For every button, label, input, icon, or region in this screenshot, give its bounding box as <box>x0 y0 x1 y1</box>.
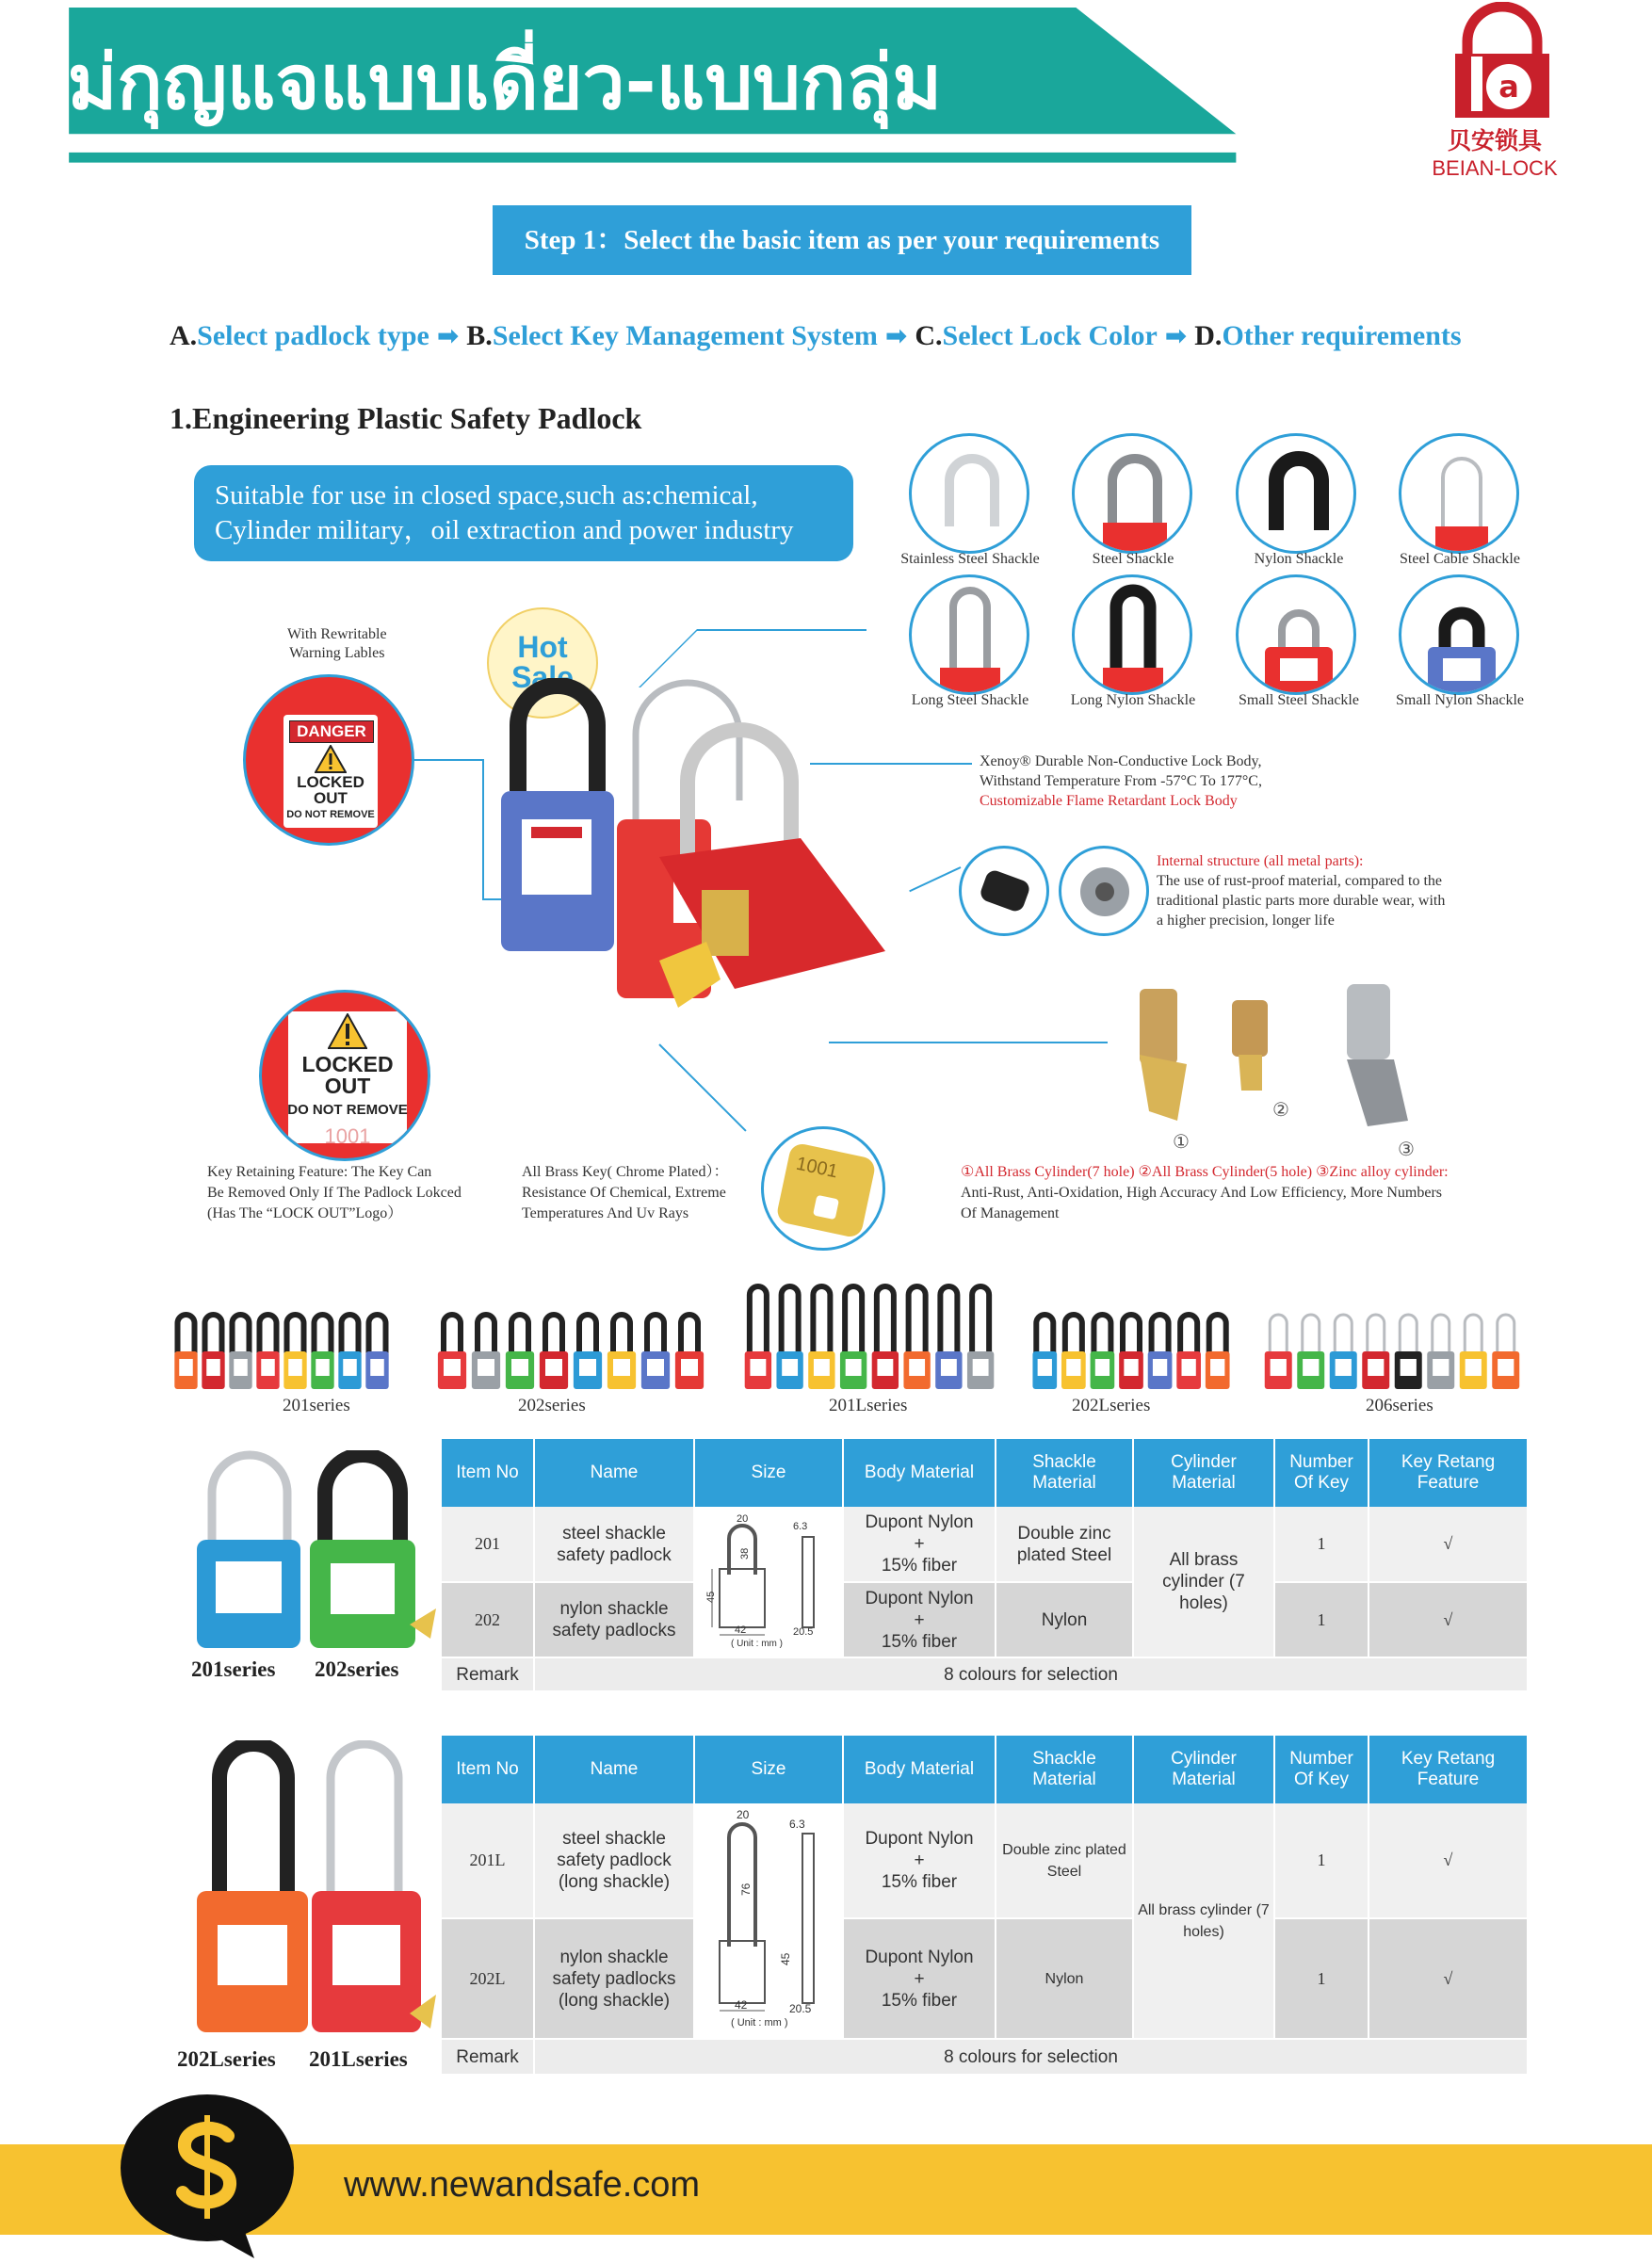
shackle-material: Nylon <box>996 1582 1133 1657</box>
size-body-width: 42 <box>735 1997 748 2012</box>
body-material: Dupont Nylon + 15% fiber <box>843 1803 996 1918</box>
series-image-3 <box>742 1267 996 1398</box>
table-row <box>442 1803 1528 1918</box>
remark-row <box>442 1657 1528 1691</box>
size-drawing-cell <box>694 1803 843 2039</box>
shackle-material: Double zinc plated Steel <box>996 1507 1133 1582</box>
arrow-right-icon: ➡ <box>1164 320 1188 351</box>
series-image-5 <box>1262 1267 1522 1398</box>
warning-label-circle <box>243 674 414 846</box>
shackle-option-stainless[interactable] <box>909 433 1029 554</box>
do-not-remove-text-2: DO NOT REMOVE <box>287 1102 408 1118</box>
remark-row <box>442 2039 1528 2075</box>
series-label: 202series <box>518 1396 586 1415</box>
arrow-right-icon: ➡ <box>884 320 908 351</box>
col-cylinder-material: Cylinder Material <box>1133 1736 1274 1803</box>
size-body-height: 45 <box>779 1952 792 1965</box>
col-item-no: Item No <box>442 1439 534 1507</box>
col-body-material: Body Material <box>843 1736 996 1803</box>
col-size: Size <box>694 1736 843 1803</box>
col-number-of-key: Number Of Key <box>1274 1439 1369 1507</box>
item-no: 202 <box>442 1582 534 1657</box>
lock-body-note <box>980 752 1262 811</box>
table1-product-photo <box>184 1450 438 1662</box>
padlock-group-image <box>490 678 914 1017</box>
shackle-label: Steel Shackle <box>1092 551 1174 567</box>
series-image-1 <box>172 1267 391 1398</box>
brand-name: 贝安锁具 <box>1447 127 1542 154</box>
flow-d-letter: D. <box>1194 320 1223 351</box>
size-body-height: 45 <box>705 1591 717 1603</box>
item-no: 202L <box>442 1918 534 2039</box>
padlock-steel-icon <box>1075 436 1192 554</box>
shackle-label: Long Nylon Shackle <box>1070 692 1196 708</box>
col-number-of-key: Number Of Key <box>1274 1736 1369 1803</box>
out-text: OUT <box>314 789 348 807</box>
cylinder-note <box>961 1162 1449 1224</box>
spec-table-2 <box>442 1736 1529 2076</box>
shackle-label: Steel Cable Shackle <box>1400 551 1520 567</box>
internal-note-1: Internal structure (all metal parts): <box>1157 853 1364 869</box>
flow-c-text: Select Lock Color <box>942 320 1158 351</box>
brass-key-circle <box>761 1126 885 1251</box>
series-label: 206series <box>1366 1396 1433 1415</box>
series-label: 201series <box>283 1396 350 1415</box>
table-row <box>442 1507 1528 1582</box>
col-body-material: Body Material <box>843 1439 996 1507</box>
internal-part-circle-2 <box>1059 846 1149 936</box>
internal-note <box>1157 851 1445 930</box>
col-shackle-material: Shackle Material <box>996 1736 1133 1803</box>
item-name: steel shackle safety padlock <box>534 1507 694 1582</box>
tag-number: 1001 <box>324 1124 371 1148</box>
table2-photo-label-1: 202Lseries <box>177 2047 276 2071</box>
key-retaining-note <box>207 1162 462 1224</box>
cylinder-label-2: ② <box>1272 1100 1289 1121</box>
shackle-label: Long Steel Shackle <box>911 692 1029 708</box>
warning-triangle-icon <box>328 1013 367 1049</box>
col-name: Name <box>534 1439 694 1507</box>
arrow-right-icon: ➡ <box>436 320 460 351</box>
key-ret-1: Key Retaining Feature: The Key Can <box>207 1164 432 1180</box>
spec-table-1 <box>442 1439 1529 1692</box>
series-label: 202Lseries <box>1072 1396 1151 1415</box>
internal-note-4: a higher precision, longer life <box>1157 913 1335 929</box>
brass-1: All Brass Key( Chrome Plated）： <box>522 1164 729 1180</box>
beian-lock-logo <box>1450 2 1554 120</box>
internal-part-circle-1 <box>959 846 1049 936</box>
shackle-option-small-steel[interactable] <box>1236 574 1356 695</box>
out-text-2: OUT <box>324 1074 371 1098</box>
size-thickness: 6.3 <box>793 1520 808 1532</box>
locked-text-2: LOCKED <box>301 1052 394 1076</box>
shackle-option-small-nylon[interactable] <box>1399 574 1519 695</box>
number-of-key: 1 <box>1274 1507 1369 1582</box>
shackle-material: Nylon <box>996 1918 1133 2039</box>
shackle-option-cable[interactable] <box>1399 433 1519 554</box>
newandsafe-logo-icon <box>113 2091 301 2260</box>
body-material: Dupont Nylon + 15% fiber <box>843 1918 996 2039</box>
cyl-note-3: Of Management <box>961 1205 1060 1221</box>
table1-photo-label-1: 201series <box>191 1657 276 1681</box>
col-shackle-material: Shackle Material <box>996 1439 1133 1507</box>
shackle-label: Stainless Steel Shackle <box>900 551 1040 567</box>
key-stamp: 1001 <box>794 1153 840 1183</box>
flow-d-text: Other requirements <box>1222 320 1462 351</box>
shackle-option-long-steel[interactable] <box>909 574 1029 695</box>
table1-photo-label-2: 202series <box>315 1657 399 1681</box>
series-label: 201Lseries <box>829 1396 908 1415</box>
size-height: 38 <box>739 1547 751 1560</box>
brass-key-note <box>522 1162 729 1224</box>
padlock-stainless-icon <box>912 436 1029 554</box>
do-not-remove-text: DO NOT REMOVE <box>286 809 375 820</box>
series-image-4 <box>1030 1267 1232 1398</box>
selection-flow <box>170 320 1462 352</box>
body-material: Dupont Nylon + 15% fiber <box>843 1507 996 1582</box>
shackle-option-nylon[interactable] <box>1236 433 1356 554</box>
col-cylinder-material: Cylinder Material <box>1133 1439 1274 1507</box>
col-item-no: Item No <box>442 1736 534 1803</box>
section-title: 1.Engineering Plastic Safety Padlock <box>170 401 642 435</box>
label-title <box>287 625 387 663</box>
padlock-nylon-icon <box>1239 436 1356 554</box>
internal-note-2: The use of rust-proof material, compared to the <box>1157 873 1442 889</box>
brass-3: Temperatures And Uv Rays <box>522 1205 689 1221</box>
flow-a-text: Select padlock type <box>197 320 429 351</box>
shackle-material: Double zinc plated Steel <box>996 1803 1133 1918</box>
cyl-note-2: Anti-Rust, Anti-Oxidation, High Accuracy And Low Efficiency, More Numbers <box>961 1185 1443 1201</box>
body-note-2: Withstand Temperature From -57°C To 177°C, <box>980 773 1262 789</box>
label-title-2: Warning Lables <box>289 645 385 661</box>
col-key-retang: Key Retang Feature <box>1369 1439 1528 1507</box>
suitable-line-2: Cylinder military，oil extraction and power industry <box>215 515 794 545</box>
remark-label: Remark <box>442 1657 534 1691</box>
remark-value: 8 colours for selection <box>534 1657 1528 1691</box>
shackle-label: Small Steel Shackle <box>1239 692 1359 708</box>
flow-b-letter: B. <box>466 320 493 351</box>
size-drawing <box>703 1509 834 1650</box>
label-title-1: With Rewritable <box>287 626 387 642</box>
warning-triangle-icon <box>315 745 347 773</box>
table-row <box>442 1918 1528 2039</box>
shackle-label: Nylon Shackle <box>1254 551 1344 567</box>
suitable-line-1: Suitable for use in closed space,such as:chemical, <box>215 480 758 510</box>
danger-text: DANGER <box>289 720 374 743</box>
size-thickness: 6.3 <box>789 1817 805 1831</box>
size-unit: ( Unit : mm ) <box>731 2016 788 2029</box>
table-row <box>442 1582 1528 1657</box>
item-name: nylon shackle safety padlocks <box>534 1582 694 1657</box>
series-image-2 <box>435 1267 706 1398</box>
col-size: Size <box>694 1439 843 1507</box>
table2-product-photo <box>184 1740 438 2051</box>
size-drawing-cell <box>694 1507 843 1657</box>
key-retang: √ <box>1369 1803 1528 1918</box>
col-name: Name <box>534 1736 694 1803</box>
number-of-key: 1 <box>1274 1582 1369 1657</box>
body-material: Dupont Nylon + 15% fiber <box>843 1582 996 1657</box>
number-of-key: 1 <box>1274 1918 1369 2039</box>
flow-c-letter: C. <box>915 320 943 351</box>
locked-out-circle <box>259 990 430 1161</box>
number-of-key: 1 <box>1274 1803 1369 1918</box>
padlock-long-nylon-icon <box>1075 577 1192 695</box>
svg-text:a: a <box>1498 69 1519 105</box>
page-title: แม่กุญแจแบบเดี่ยว-แบบกลุ่ม <box>19 39 943 126</box>
suitable-box <box>194 465 853 561</box>
key-retang: √ <box>1369 1582 1528 1657</box>
col-key-retang: Key Retang Feature <box>1369 1736 1528 1803</box>
internal-note-3: traditional plastic parts more durable wear, with <box>1157 893 1446 909</box>
cylinder-label-3: ③ <box>1398 1140 1415 1160</box>
step-banner: Step 1：Select the basic item as per your requirements <box>493 205 1191 275</box>
body-note-1: Xenoy® Durable Non-Conductive Lock Body, <box>980 753 1262 769</box>
brand-sub: BEIAN-LOCK <box>1432 156 1558 180</box>
cylinder-material: All brass cylinder (7 holes) <box>1133 1803 1274 2039</box>
padlock-cable-icon <box>1401 436 1519 554</box>
size-height: 76 <box>739 1883 753 1896</box>
key-retang: √ <box>1369 1507 1528 1582</box>
padlock-small-steel-icon <box>1239 577 1356 695</box>
item-no: 201L <box>442 1803 534 1918</box>
footer-url[interactable]: www.newandsafe.com <box>344 2165 701 2205</box>
cylinder-label-1: ① <box>1173 1132 1190 1153</box>
cyl-note-1: ①All Brass Cylinder(7 hole) ②All Brass Cylinder(5 hole) ③Zinc alloy cylinder: <box>961 1164 1449 1180</box>
sale-text: Sale <box>511 660 574 694</box>
item-no: 201 <box>442 1507 534 1582</box>
locked-text: LOCKED <box>297 773 364 791</box>
item-name: nylon shackle safety padlocks (long shackle) <box>534 1918 694 2039</box>
hot-text: Hot <box>517 630 568 664</box>
shackle-option-steel[interactable] <box>1072 433 1192 554</box>
flow-b-text: Select Key Management System <box>492 320 878 351</box>
flow-a-letter: A. <box>170 320 198 351</box>
table2-photo-label-2: 201Lseries <box>309 2047 408 2071</box>
size-depth: 20.5 <box>793 1625 814 1638</box>
size-drawing <box>703 1805 834 2031</box>
item-name: steel shackle safety padlock (long shackle) <box>534 1803 694 1918</box>
padlock-long-steel-icon <box>912 577 1029 695</box>
size-width: 20 <box>737 1807 750 1821</box>
remark-value: 8 colours for selection <box>534 2039 1528 2075</box>
shackle-option-long-nylon[interactable] <box>1072 574 1192 695</box>
size-width: 20 <box>737 1512 749 1525</box>
size-depth: 20.5 <box>789 2001 812 2015</box>
body-note-3: Customizable Flame Retardant Lock Body <box>980 793 1238 809</box>
key-retang: √ <box>1369 1918 1528 2039</box>
brass-2: Resistance Of Chemical, Extreme <box>522 1185 726 1201</box>
padlock-small-nylon-icon <box>1401 577 1519 695</box>
cylinder-material: All brass cylinder (7 holes) <box>1133 1507 1274 1657</box>
size-unit: ( Unit : mm ) <box>731 1638 783 1649</box>
size-body-width: 42 <box>735 1624 747 1636</box>
key-ret-2: Be Removed Only If The Padlock Lokced <box>207 1185 462 1201</box>
remark-label: Remark <box>442 2039 534 2075</box>
key-ret-3: (Has The “LOCK OUT”Logo） <box>207 1205 403 1221</box>
shackle-label: Small Nylon Shackle <box>1396 692 1524 708</box>
